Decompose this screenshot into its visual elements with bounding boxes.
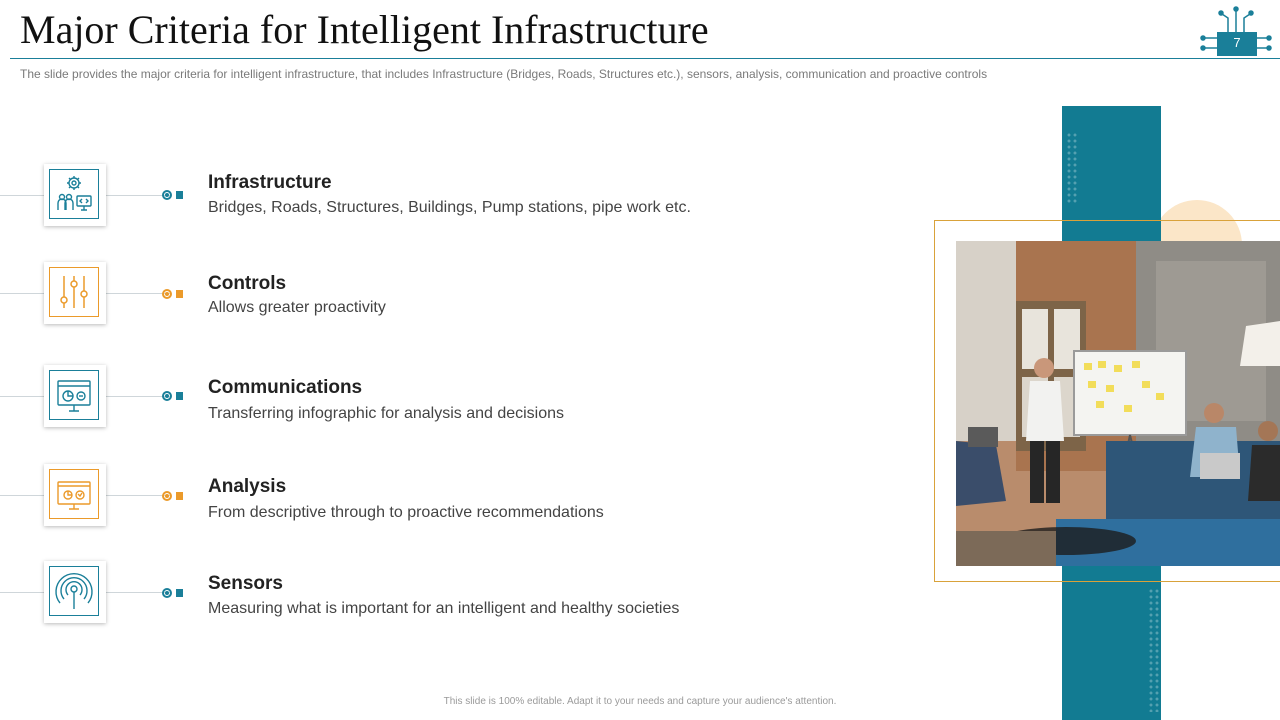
bullet-dot xyxy=(162,491,172,501)
team-gear-icon xyxy=(54,174,94,214)
icon-card xyxy=(44,365,106,427)
item-title-controls: Controls xyxy=(208,273,287,294)
icon-card xyxy=(44,164,106,226)
item-title-infrastructure: Infrastructure xyxy=(208,172,332,193)
decorative-dots xyxy=(1148,588,1160,712)
bullet-arrow xyxy=(176,589,183,597)
item-desc-communications: Transferring infographic for analysis and decisions xyxy=(208,405,565,422)
item-desc-infrastructure: Bridges, Roads, Structures, Buildings, Pump stations, pipe work etc. xyxy=(208,199,691,216)
office-meeting-photo xyxy=(956,241,1280,566)
item-title-communications: Communications xyxy=(208,377,363,398)
item-title-sensors: Sensors xyxy=(208,573,283,594)
bullet-arrow xyxy=(176,191,183,199)
bullet-dot xyxy=(162,190,172,200)
dashboard-icon xyxy=(54,474,94,514)
bullet-arrow xyxy=(176,392,183,400)
item-title-analysis: Analysis xyxy=(208,476,287,497)
signal-icon xyxy=(54,571,94,611)
footer-note: This slide is 100% editable. Adapt it to your needs and capture your audience's attention. xyxy=(443,696,837,707)
item-desc-analysis: From descriptive through to proactive recommendations xyxy=(208,504,604,521)
bullet-arrow xyxy=(176,290,183,298)
sliders-icon xyxy=(54,272,94,312)
bullet-dot xyxy=(162,391,172,401)
page-title: Major Criteria for Intelligent Infrastructure xyxy=(20,7,709,52)
page-number: 7 xyxy=(1217,32,1257,56)
item-desc-sensors: Measuring what is important for an intelligent and healthy societies xyxy=(208,600,680,617)
icon-card xyxy=(44,561,106,623)
title-divider xyxy=(10,58,1280,59)
icon-card xyxy=(44,464,106,526)
bullet-dot xyxy=(162,588,172,598)
icon-card xyxy=(44,262,106,324)
bullet-arrow xyxy=(176,492,183,500)
bullet-dot xyxy=(162,289,172,299)
page-subtitle: The slide provides the major criteria for intelligent infrastructure, that includes Infrastructure (Bridges, Roads, Structures etc.), sensors, analysis, communication and proactive controls xyxy=(20,67,988,81)
item-desc-controls: Allows greater proactivity xyxy=(208,299,386,316)
decorative-dots xyxy=(1066,132,1078,204)
monitor-chart-icon xyxy=(54,375,94,415)
